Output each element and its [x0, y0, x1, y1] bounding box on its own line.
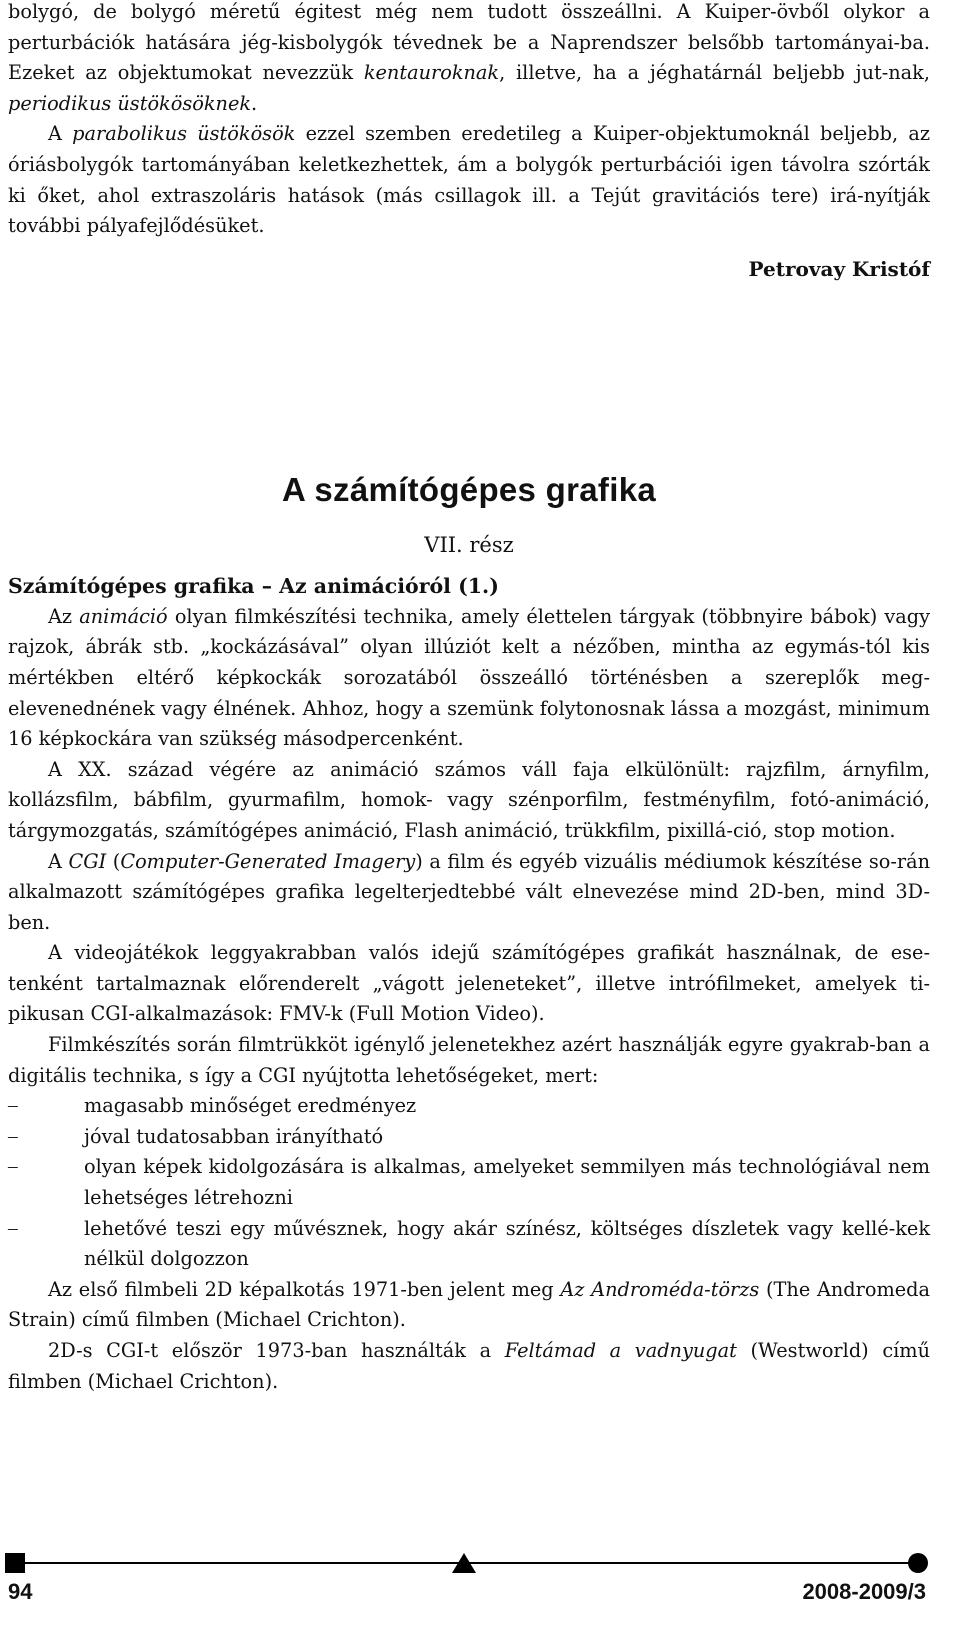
article-title: A számítógépes grafika	[282, 470, 656, 508]
author-signature: Petrovay Kristóf	[748, 256, 930, 281]
article-paragraph-4: A videojátékok leggyakrabban valós idejű számítógépes grafikát használnak, de ese-tenként tartalmaznak előrenderelt „vágott jeleneteket”, illetve intrófilmeket, amelyek ti-pikusan CGI-alkalmazások: FMV-k (Full Motion Video).	[8, 941, 930, 1026]
list-item	[8, 1122, 930, 1153]
text: A	[48, 122, 73, 146]
intro-paragraph-2	[8, 119, 930, 241]
page-number: 94	[8, 1579, 33, 1604]
film-title-westworld: Feltámad a vadnyugat	[504, 1339, 737, 1362]
dash-bullet: –	[8, 1217, 18, 1239]
text: bolygó, de bolygó méretű égitest még nem tudott összeállni. A Kuiper-övből olykor a perturbációk hatására jég-kisbolygók tévednek be a Naprendszer belsőbb tartományai-ba. Ezeket az objektumokat nevezzük	[8, 0, 930, 85]
article-paragraph-1	[8, 602, 930, 755]
list-item-text: magasabb minőséget eredményez	[84, 1094, 417, 1118]
text: (	[106, 849, 121, 873]
list-item	[8, 1152, 930, 1213]
text: Az	[48, 604, 80, 628]
dash-bullet: –	[8, 1095, 18, 1117]
film-title-andromeda: Az Androméda-törzs	[560, 1277, 760, 1301]
term-cgi: CGI	[68, 849, 107, 873]
term-parabolikus: parabolikus üstökösök	[72, 122, 296, 146]
article-subtitle: Számítógépes grafika – Az animációról (1.)	[8, 573, 499, 598]
circle-icon	[908, 1553, 928, 1573]
article-part: VII. rész	[424, 532, 514, 557]
term-animacio: animáció	[79, 604, 168, 628]
article-paragraph-2: A XX. század végére az animáció számos váll faja elkülönült: rajzfilm, árnyfilm, kollázsfilm, bábfilm, gyurmafilm, homok- vagy szénporfilm, festményfilm, fotó-animáció, tárgymozgatás, számítógépes animáció, Flash animáció, trükkfilm, pixillá-ció, stop motion.	[8, 757, 930, 842]
text: , illetve, ha a jéghatárnál beljebb jut-nak,	[499, 61, 930, 85]
article-paragraph-3	[8, 847, 930, 939]
square-icon	[5, 1553, 25, 1573]
list-item-text: olyan képek kidolgozására is alkalmas, amelyeket semmilyen más technológiával nem lehetséges létrehozni	[84, 1155, 930, 1210]
list-item-text: jóval tudatosabban irányítható	[84, 1124, 384, 1148]
term-kentaurok: kentauroknak	[363, 61, 500, 85]
text: A	[48, 849, 69, 873]
term-cgi-expansion: Computer-Generated Imagery	[120, 849, 416, 873]
intro-paragraph-1	[8, 0, 930, 119]
list-item-text: lehetővé teszi egy művésznek, hogy akár színész, költséges díszletek vagy kellé-kek nélkül dolgozzon	[84, 1216, 930, 1271]
triangle-icon	[452, 1553, 476, 1573]
page-content	[8, 0, 930, 1397]
text: olyan filmkészítési technika, amely élettelen tárgyak (többnyire bábok) vagy rajzok, ábrák stb. „kockázásával” olyan illúziót kelt a nézőben, mintha az egymás-tól kis mértékben eltérő képkockák sorozatából összeálló történésben a szereplők meg-elevenednének vagy élnének. Ahhoz, hogy a szemünk folytonosnak lássa a mozgást, minimum 16 képkockára van szükség másodpercenként.	[8, 604, 930, 751]
text: (Westworld) című filmben (Michael Crichton).	[8, 1339, 930, 1393]
article-paragraph-6	[8, 1275, 930, 1336]
page-footer	[0, 1533, 960, 1625]
text: Az első filmbeli 2D képalkotás 1971-ben jelent meg	[48, 1277, 561, 1301]
article-paragraph-5: Filmkészítés során filmtrükköt igénylő jelenetekhez azért használják egyre gyakrab-ban a digitális technika, s így a CGI nyújtotta lehetőségeket, mert:	[8, 1033, 930, 1087]
term-periodikus: periodikus üstökösöknek	[8, 91, 252, 115]
article-paragraph-7	[8, 1336, 930, 1397]
dash-bullet: –	[8, 1125, 18, 1147]
advantages-list	[8, 1091, 930, 1275]
text: ) a film és egyéb vizuális médiumok készítése so-rán alkalmazott számítógépes grafika legelterjedtebbé vált elnevezése mind 2D-ben, mind 3D-ben.	[8, 849, 931, 934]
dash-bullet: –	[8, 1156, 18, 1178]
issue-number: 2008-2009/3	[802, 1579, 926, 1604]
list-item	[8, 1091, 930, 1122]
text: ezzel szemben eredetileg a Kuiper-objektumoknál beljebb, az óriásbolygók tartományában keletkezhettek, ám a bolygók perturbációi igen távolra szórták ki őket, ahol extraszoláris hatások (más csillagok ill. a Tejút gravitációs tere) irá-nyítják további pályafejlődésüket.	[8, 122, 930, 238]
text: .	[251, 91, 258, 115]
list-item	[8, 1214, 930, 1275]
text: 2D-s CGI-t először 1973-ban használták a	[48, 1339, 505, 1362]
text: (The Andromeda Strain) című filmben (Michael Crichton).	[8, 1277, 930, 1332]
